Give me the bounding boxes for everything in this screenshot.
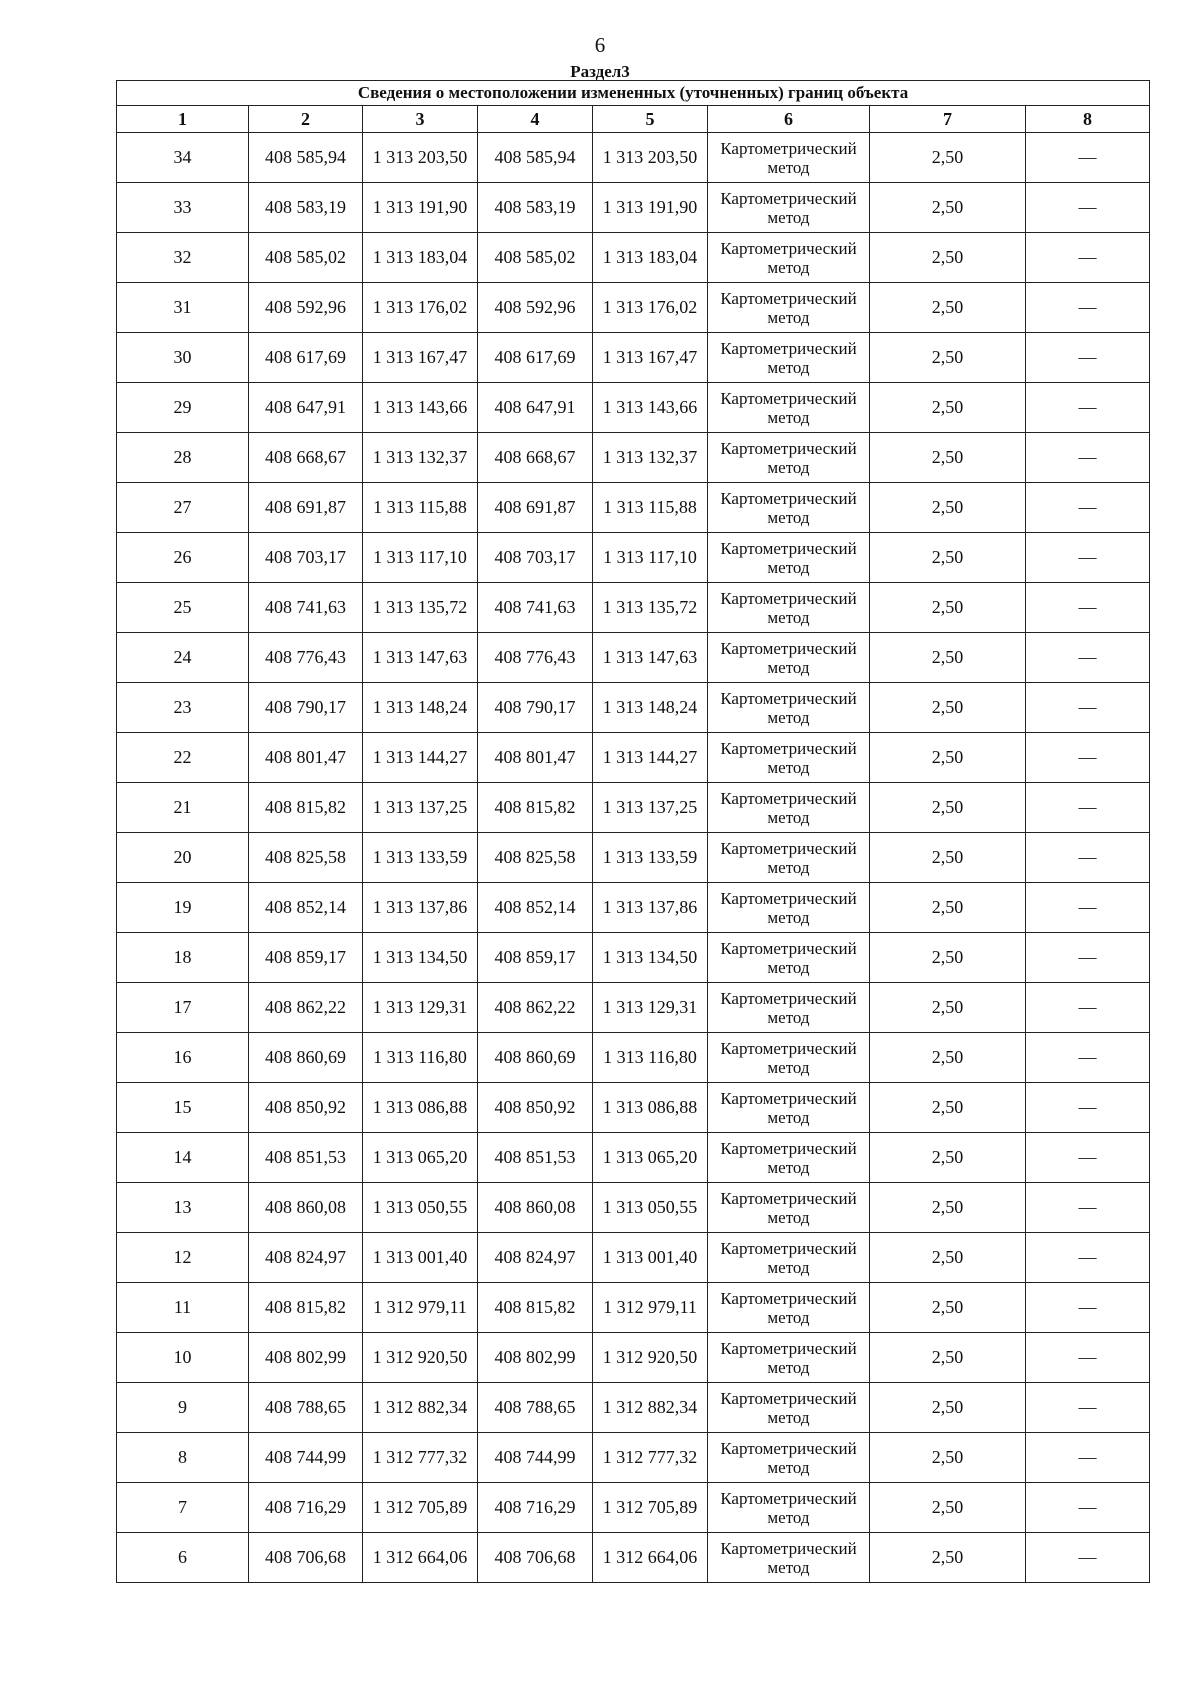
x-coordinate-cell: 408 859,17 (478, 933, 593, 983)
table-row (117, 783, 1150, 833)
point-number-cell: 27 (117, 483, 249, 533)
accuracy-cell: 2,50 (870, 733, 1026, 783)
x-coordinate-cell: 408 592,96 (249, 283, 363, 333)
accuracy-cell: 2,50 (870, 1133, 1026, 1183)
y-coordinate-cell: 1 312 664,06 (363, 1533, 478, 1583)
table-row (117, 983, 1150, 1033)
table-row (117, 333, 1150, 383)
accuracy-cell: 2,50 (870, 133, 1026, 183)
x-coordinate-cell: 408 744,99 (478, 1433, 593, 1483)
y-coordinate-cell: 1 312 920,50 (593, 1333, 708, 1383)
x-coordinate-cell: 408 851,53 (478, 1133, 593, 1183)
column-number: 5 (593, 106, 708, 133)
method-cell: Картометрический метод (708, 1433, 870, 1483)
method-cell: Картометрический метод (708, 1183, 870, 1233)
table-row (117, 1083, 1150, 1133)
note-cell: — (1026, 1183, 1150, 1233)
accuracy-cell: 2,50 (870, 1083, 1026, 1133)
x-coordinate-cell: 408 703,17 (249, 533, 363, 583)
y-coordinate-cell: 1 313 117,10 (593, 533, 708, 583)
point-number-cell: 29 (117, 383, 249, 433)
method-cell: Картометрический метод (708, 483, 870, 533)
accuracy-cell: 2,50 (870, 1483, 1026, 1533)
boundary-coordinates-table (116, 80, 1150, 1583)
y-coordinate-cell: 1 313 134,50 (593, 933, 708, 983)
note-cell: — (1026, 233, 1150, 283)
table-row (117, 1133, 1150, 1183)
point-number-cell: 22 (117, 733, 249, 783)
note-cell: — (1026, 1033, 1150, 1083)
y-coordinate-cell: 1 313 147,63 (593, 633, 708, 683)
x-coordinate-cell: 408 825,58 (478, 833, 593, 883)
accuracy-cell: 2,50 (870, 1233, 1026, 1283)
point-number-cell: 34 (117, 133, 249, 183)
y-coordinate-cell: 1 313 050,55 (593, 1183, 708, 1233)
note-cell: — (1026, 1433, 1150, 1483)
method-cell: Картометрический метод (708, 1533, 870, 1583)
x-coordinate-cell: 408 860,08 (249, 1183, 363, 1233)
y-coordinate-cell: 1 313 167,47 (593, 333, 708, 383)
y-coordinate-cell: 1 313 137,25 (593, 783, 708, 833)
x-coordinate-cell: 408 825,58 (249, 833, 363, 883)
table-row (117, 133, 1150, 183)
x-coordinate-cell: 408 788,65 (249, 1383, 363, 1433)
accuracy-cell: 2,50 (870, 1433, 1026, 1483)
method-cell: Картометрический метод (708, 233, 870, 283)
x-coordinate-cell: 408 790,17 (478, 683, 593, 733)
x-coordinate-cell: 408 691,87 (478, 483, 593, 533)
y-coordinate-cell: 1 313 148,24 (593, 683, 708, 733)
point-number-cell: 17 (117, 983, 249, 1033)
y-coordinate-cell: 1 313 148,24 (363, 683, 478, 733)
table-row (117, 483, 1150, 533)
accuracy-cell: 2,50 (870, 883, 1026, 933)
x-coordinate-cell: 408 801,47 (249, 733, 363, 783)
x-coordinate-cell: 408 583,19 (478, 183, 593, 233)
x-coordinate-cell: 408 585,94 (478, 133, 593, 183)
column-number-row (117, 106, 1150, 133)
note-cell: — (1026, 783, 1150, 833)
x-coordinate-cell: 408 585,02 (478, 233, 593, 283)
point-number-cell: 26 (117, 533, 249, 583)
note-cell: — (1026, 483, 1150, 533)
x-coordinate-cell: 408 776,43 (249, 633, 363, 683)
y-coordinate-cell: 1 312 777,32 (363, 1433, 478, 1483)
x-coordinate-cell: 408 860,69 (478, 1033, 593, 1083)
y-coordinate-cell: 1 313 137,86 (363, 883, 478, 933)
point-number-cell: 18 (117, 933, 249, 983)
point-number-cell: 25 (117, 583, 249, 633)
x-coordinate-cell: 408 801,47 (478, 733, 593, 783)
point-number-cell: 13 (117, 1183, 249, 1233)
y-coordinate-cell: 1 313 001,40 (363, 1233, 478, 1283)
accuracy-cell: 2,50 (870, 1533, 1026, 1583)
note-cell: — (1026, 883, 1150, 933)
point-number-cell: 11 (117, 1283, 249, 1333)
y-coordinate-cell: 1 312 979,11 (593, 1283, 708, 1333)
table-row (117, 1383, 1150, 1433)
table-row (117, 1333, 1150, 1383)
y-coordinate-cell: 1 313 129,31 (363, 983, 478, 1033)
method-cell: Картометрический метод (708, 133, 870, 183)
y-coordinate-cell: 1 313 203,50 (363, 133, 478, 183)
y-coordinate-cell: 1 313 116,80 (363, 1033, 478, 1083)
table-row (117, 683, 1150, 733)
method-cell: Картометрический метод (708, 1383, 870, 1433)
y-coordinate-cell: 1 313 137,25 (363, 783, 478, 833)
y-coordinate-cell: 1 313 129,31 (593, 983, 708, 1033)
point-number-cell: 14 (117, 1133, 249, 1183)
point-number-cell: 31 (117, 283, 249, 333)
y-coordinate-cell: 1 313 115,88 (593, 483, 708, 533)
x-coordinate-cell: 408 647,91 (249, 383, 363, 433)
y-coordinate-cell: 1 313 132,37 (363, 433, 478, 483)
accuracy-cell: 2,50 (870, 1283, 1026, 1333)
y-coordinate-cell: 1 312 920,50 (363, 1333, 478, 1383)
accuracy-cell: 2,50 (870, 333, 1026, 383)
point-number-cell: 24 (117, 633, 249, 683)
x-coordinate-cell: 408 824,97 (478, 1233, 593, 1283)
point-number-cell: 23 (117, 683, 249, 733)
y-coordinate-cell: 1 313 191,90 (593, 183, 708, 233)
y-coordinate-cell: 1 313 176,02 (593, 283, 708, 333)
y-coordinate-cell: 1 313 132,37 (593, 433, 708, 483)
point-number-cell: 9 (117, 1383, 249, 1433)
x-coordinate-cell: 408 802,99 (249, 1333, 363, 1383)
table-row (117, 1533, 1150, 1583)
column-number: 4 (478, 106, 593, 133)
y-coordinate-cell: 1 313 050,55 (363, 1183, 478, 1233)
note-cell: — (1026, 1133, 1150, 1183)
table-row (117, 1433, 1150, 1483)
x-coordinate-cell: 408 790,17 (249, 683, 363, 733)
method-cell: Картометрический метод (708, 1283, 870, 1333)
point-number-cell: 19 (117, 883, 249, 933)
x-coordinate-cell: 408 862,22 (478, 983, 593, 1033)
method-cell: Картометрический метод (708, 283, 870, 333)
y-coordinate-cell: 1 313 135,72 (593, 583, 708, 633)
table-row (117, 233, 1150, 283)
x-coordinate-cell: 408 583,19 (249, 183, 363, 233)
y-coordinate-cell: 1 313 065,20 (593, 1133, 708, 1183)
y-coordinate-cell: 1 313 086,88 (593, 1083, 708, 1133)
y-coordinate-cell: 1 313 176,02 (363, 283, 478, 333)
x-coordinate-cell: 408 815,82 (478, 783, 593, 833)
table-row (117, 1233, 1150, 1283)
table-row (117, 633, 1150, 683)
accuracy-cell: 2,50 (870, 783, 1026, 833)
x-coordinate-cell: 408 691,87 (249, 483, 363, 533)
accuracy-cell: 2,50 (870, 683, 1026, 733)
x-coordinate-cell: 408 788,65 (478, 1383, 593, 1433)
section-title: Раздел3 (570, 62, 630, 81)
y-coordinate-cell: 1 313 183,04 (593, 233, 708, 283)
method-cell: Картометрический метод (708, 733, 870, 783)
point-number-cell: 21 (117, 783, 249, 833)
method-cell: Картометрический метод (708, 683, 870, 733)
table-row (117, 733, 1150, 783)
y-coordinate-cell: 1 313 143,66 (593, 383, 708, 433)
point-number-cell: 28 (117, 433, 249, 483)
note-cell: — (1026, 583, 1150, 633)
note-cell: — (1026, 1333, 1150, 1383)
column-number: 3 (363, 106, 478, 133)
method-cell: Картометрический метод (708, 583, 870, 633)
y-coordinate-cell: 1 313 147,63 (363, 633, 478, 683)
note-cell: — (1026, 133, 1150, 183)
y-coordinate-cell: 1 313 167,47 (363, 333, 478, 383)
accuracy-cell: 2,50 (870, 233, 1026, 283)
x-coordinate-cell: 408 706,68 (249, 1533, 363, 1583)
x-coordinate-cell: 408 647,91 (478, 383, 593, 433)
accuracy-cell: 2,50 (870, 583, 1026, 633)
method-cell: Картометрический метод (708, 1333, 870, 1383)
x-coordinate-cell: 408 851,53 (249, 1133, 363, 1183)
point-number-cell: 8 (117, 1433, 249, 1483)
note-cell: — (1026, 1083, 1150, 1133)
method-cell: Картометрический метод (708, 983, 870, 1033)
x-coordinate-cell: 408 776,43 (478, 633, 593, 683)
y-coordinate-cell: 1 313 133,59 (363, 833, 478, 883)
method-cell: Картометрический метод (708, 383, 870, 433)
x-coordinate-cell: 408 815,82 (249, 1283, 363, 1333)
x-coordinate-cell: 408 824,97 (249, 1233, 363, 1283)
accuracy-cell: 2,50 (870, 1183, 1026, 1233)
y-coordinate-cell: 1 312 664,06 (593, 1533, 708, 1583)
point-number-cell: 32 (117, 233, 249, 283)
column-number: 2 (249, 106, 363, 133)
accuracy-cell: 2,50 (870, 533, 1026, 583)
x-coordinate-cell: 408 592,96 (478, 283, 593, 333)
x-coordinate-cell: 408 703,17 (478, 533, 593, 583)
note-cell: — (1026, 1533, 1150, 1583)
point-number-cell: 15 (117, 1083, 249, 1133)
y-coordinate-cell: 1 313 135,72 (363, 583, 478, 633)
y-coordinate-cell: 1 312 777,32 (593, 1433, 708, 1483)
point-number-cell: 30 (117, 333, 249, 383)
method-cell: Картометрический метод (708, 833, 870, 883)
x-coordinate-cell: 408 585,02 (249, 233, 363, 283)
x-coordinate-cell: 408 617,69 (249, 333, 363, 383)
method-cell: Картометрический метод (708, 433, 870, 483)
page-number: 6 (594, 33, 606, 57)
method-cell: Картометрический метод (708, 933, 870, 983)
x-coordinate-cell: 408 668,67 (478, 433, 593, 483)
note-cell: — (1026, 533, 1150, 583)
note-cell: — (1026, 833, 1150, 883)
note-cell: — (1026, 383, 1150, 433)
accuracy-cell: 2,50 (870, 283, 1026, 333)
note-cell: — (1026, 1283, 1150, 1333)
point-number-cell: 33 (117, 183, 249, 233)
method-cell: Картометрический метод (708, 183, 870, 233)
y-coordinate-cell: 1 313 143,66 (363, 383, 478, 433)
point-number-cell: 12 (117, 1233, 249, 1283)
note-cell: — (1026, 733, 1150, 783)
point-number-cell: 16 (117, 1033, 249, 1083)
table-row (117, 283, 1150, 333)
y-coordinate-cell: 1 313 115,88 (363, 483, 478, 533)
y-coordinate-cell: 1 313 134,50 (363, 933, 478, 983)
y-coordinate-cell: 1 312 705,89 (363, 1483, 478, 1533)
method-cell: Картометрический метод (708, 533, 870, 583)
table-row (117, 1033, 1150, 1083)
x-coordinate-cell: 408 815,82 (249, 783, 363, 833)
y-coordinate-cell: 1 312 882,34 (363, 1383, 478, 1433)
point-number-cell: 10 (117, 1333, 249, 1383)
column-number: 8 (1026, 106, 1150, 133)
note-cell: — (1026, 1383, 1150, 1433)
point-number-cell: 7 (117, 1483, 249, 1533)
x-coordinate-cell: 408 585,94 (249, 133, 363, 183)
note-cell: — (1026, 433, 1150, 483)
accuracy-cell: 2,50 (870, 633, 1026, 683)
note-cell: — (1026, 1233, 1150, 1283)
y-coordinate-cell: 1 312 705,89 (593, 1483, 708, 1533)
x-coordinate-cell: 408 741,63 (478, 583, 593, 633)
y-coordinate-cell: 1 313 116,80 (593, 1033, 708, 1083)
accuracy-cell: 2,50 (870, 1383, 1026, 1433)
method-cell: Картометрический метод (708, 1483, 870, 1533)
accuracy-cell: 2,50 (870, 383, 1026, 433)
accuracy-cell: 2,50 (870, 983, 1026, 1033)
method-cell: Картометрический метод (708, 633, 870, 683)
accuracy-cell: 2,50 (870, 1033, 1026, 1083)
y-coordinate-cell: 1 313 144,27 (363, 733, 478, 783)
accuracy-cell: 2,50 (870, 483, 1026, 533)
method-cell: Картометрический метод (708, 1083, 870, 1133)
x-coordinate-cell: 408 852,14 (249, 883, 363, 933)
table-row (117, 1183, 1150, 1233)
y-coordinate-cell: 1 313 191,90 (363, 183, 478, 233)
y-coordinate-cell: 1 313 203,50 (593, 133, 708, 183)
method-cell: Картометрический метод (708, 1233, 870, 1283)
y-coordinate-cell: 1 313 065,20 (363, 1133, 478, 1183)
note-cell: — (1026, 683, 1150, 733)
x-coordinate-cell: 408 862,22 (249, 983, 363, 1033)
note-cell: — (1026, 933, 1150, 983)
y-coordinate-cell: 1 312 979,11 (363, 1283, 478, 1333)
method-cell: Картометрический метод (708, 783, 870, 833)
x-coordinate-cell: 408 852,14 (478, 883, 593, 933)
x-coordinate-cell: 408 716,29 (478, 1483, 593, 1533)
accuracy-cell: 2,50 (870, 933, 1026, 983)
x-coordinate-cell: 408 668,67 (249, 433, 363, 483)
y-coordinate-cell: 1 313 137,86 (593, 883, 708, 933)
note-cell: — (1026, 183, 1150, 233)
method-cell: Картометрический метод (708, 1033, 870, 1083)
x-coordinate-cell: 408 850,92 (249, 1083, 363, 1133)
note-cell: — (1026, 333, 1150, 383)
method-cell: Картометрический метод (708, 1133, 870, 1183)
y-coordinate-cell: 1 313 133,59 (593, 833, 708, 883)
table-row (117, 1483, 1150, 1533)
accuracy-cell: 2,50 (870, 183, 1026, 233)
note-cell: — (1026, 1483, 1150, 1533)
x-coordinate-cell: 408 716,29 (249, 1483, 363, 1533)
x-coordinate-cell: 408 860,69 (249, 1033, 363, 1083)
note-cell: — (1026, 983, 1150, 1033)
table-row (117, 833, 1150, 883)
x-coordinate-cell: 408 860,08 (478, 1183, 593, 1233)
method-cell: Картометрический метод (708, 333, 870, 383)
x-coordinate-cell: 408 741,63 (249, 583, 363, 633)
table-row (117, 583, 1150, 633)
y-coordinate-cell: 1 313 086,88 (363, 1083, 478, 1133)
accuracy-cell: 2,50 (870, 433, 1026, 483)
x-coordinate-cell: 408 859,17 (249, 933, 363, 983)
y-coordinate-cell: 1 313 183,04 (363, 233, 478, 283)
table-row (117, 1283, 1150, 1333)
column-number: 1 (117, 106, 249, 133)
point-number-cell: 6 (117, 1533, 249, 1583)
y-coordinate-cell: 1 313 144,27 (593, 733, 708, 783)
table-row (117, 883, 1150, 933)
table-row (117, 433, 1150, 483)
x-coordinate-cell: 408 815,82 (478, 1283, 593, 1333)
x-coordinate-cell: 408 617,69 (478, 333, 593, 383)
table-row (117, 933, 1150, 983)
x-coordinate-cell: 408 802,99 (478, 1333, 593, 1383)
x-coordinate-cell: 408 706,68 (478, 1533, 593, 1583)
y-coordinate-cell: 1 313 001,40 (593, 1233, 708, 1283)
table-row (117, 383, 1150, 433)
table-caption: Сведения о местоположении измененных (уточненных) границ объекта (117, 81, 1150, 106)
method-cell: Картометрический метод (708, 883, 870, 933)
point-number-cell: 20 (117, 833, 249, 883)
x-coordinate-cell: 408 850,92 (478, 1083, 593, 1133)
y-coordinate-cell: 1 312 882,34 (593, 1383, 708, 1433)
note-cell: — (1026, 633, 1150, 683)
accuracy-cell: 2,50 (870, 833, 1026, 883)
accuracy-cell: 2,50 (870, 1333, 1026, 1383)
table-row (117, 183, 1150, 233)
column-number: 6 (708, 106, 870, 133)
column-number: 7 (870, 106, 1026, 133)
y-coordinate-cell: 1 313 117,10 (363, 533, 478, 583)
table-row (117, 533, 1150, 583)
note-cell: — (1026, 283, 1150, 333)
x-coordinate-cell: 408 744,99 (249, 1433, 363, 1483)
